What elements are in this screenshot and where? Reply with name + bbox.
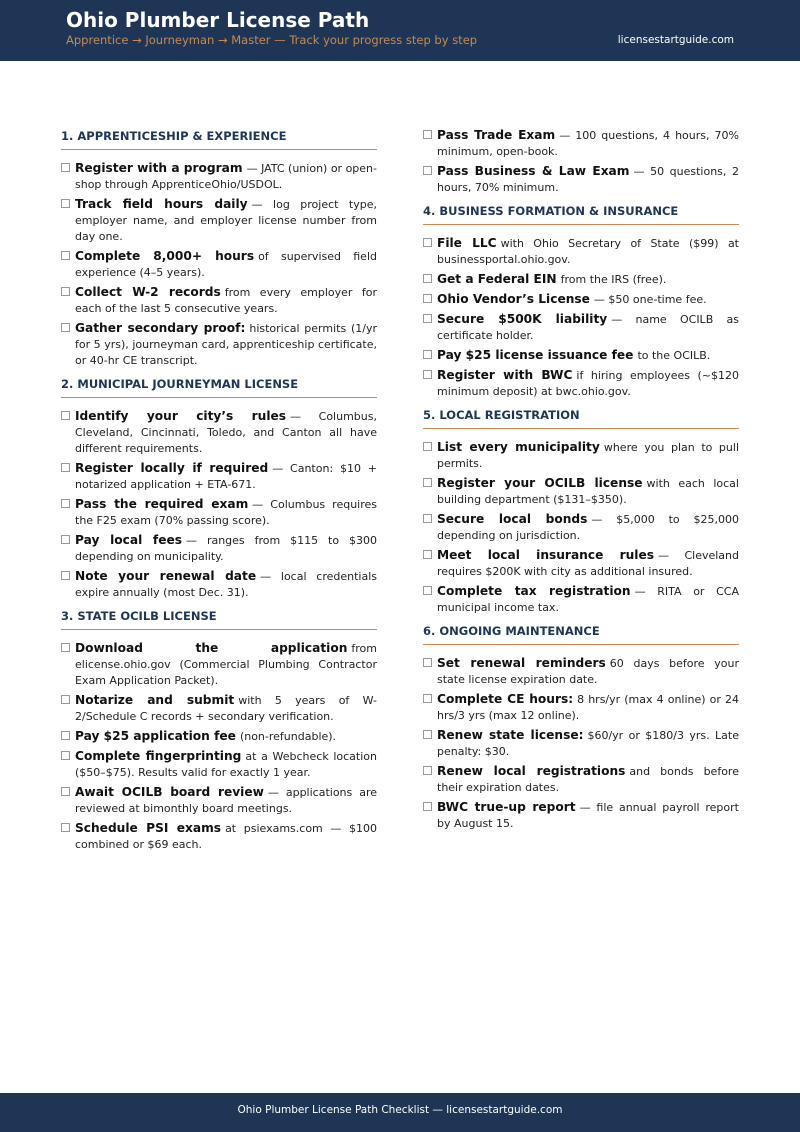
checkbox-icon[interactable] (61, 323, 70, 332)
item-label: Await OCILB board review (75, 785, 264, 799)
item-label: Pay $25 license issuance fee (437, 348, 634, 362)
checkbox-icon[interactable] (61, 499, 70, 508)
item-label: Complete tax registration (437, 584, 631, 598)
right-column (423, 127, 739, 839)
page-footer (0, 1093, 800, 1132)
item-description: — local credentials expire annually (most Dec. 31). (75, 570, 377, 599)
item-label: Ohio Vendor’s License (437, 292, 590, 306)
checkbox-icon[interactable] (61, 411, 70, 420)
item-description: — applications are reviewed at bimonthly board meetings. (75, 786, 377, 815)
page-header (0, 0, 800, 61)
item-label: Download the application (75, 641, 348, 655)
item-label: File LLC (437, 236, 497, 250)
item-label: Renew state license: (437, 728, 584, 742)
checkbox-icon[interactable] (61, 251, 70, 260)
checklist-section (61, 128, 377, 369)
item-description: if hiring employees (~$120 minimum deposit) at bwc.ohio.gov. (437, 369, 739, 398)
item-label: Pay $25 application fee (75, 729, 236, 743)
checklist-item (423, 583, 739, 616)
checkbox-icon[interactable] (423, 166, 432, 175)
item-description: — RITA or CCA municipal income tax. (437, 585, 740, 614)
checklist-item (423, 127, 739, 160)
checklist-item (61, 320, 377, 369)
item-description: 8 hrs/yr (max 4 online) or 24 hrs/3 yrs (max 12 online). (437, 693, 739, 722)
item-label: Schedule PSI exams (75, 821, 222, 835)
item-description: — file annual payroll report by August 15. (437, 801, 739, 830)
section-heading: 1. APPRENTICESHIP & EXPERIENCE (61, 128, 377, 150)
item-description: with Ohio Secretary of State ($99) at businessportal.ohio.gov. (437, 237, 739, 266)
checklist-item (61, 284, 377, 317)
item-description: — 50 questions, 2 hours, 70% minimum. (437, 165, 739, 194)
checkbox-icon[interactable] (423, 802, 432, 811)
checkbox-icon[interactable] (423, 130, 432, 139)
checklist-item (423, 727, 739, 760)
checklist-section (423, 203, 739, 400)
item-label: Secure $500K liability (437, 312, 608, 326)
checkbox-icon[interactable] (423, 730, 432, 739)
item-label: Set renewal reminders (437, 656, 606, 670)
item-label: Complete fingerprinting (75, 749, 242, 763)
checklist-item (61, 532, 377, 565)
item-description: to the OCILB. (637, 349, 711, 362)
checkbox-icon[interactable] (423, 550, 432, 559)
item-label: Meet local insurance rules (437, 548, 654, 562)
checklist-item (61, 728, 377, 745)
checkbox-icon[interactable] (61, 463, 70, 472)
item-description: — $5,000 to $25,000 depending on jurisdiction. (437, 513, 739, 542)
item-label: Complete 8,000+ hours (75, 249, 255, 263)
left-column (61, 128, 377, 860)
item-description: historical permits (1/yr for 5 yrs), journeyman card, apprenticeship certificate, or 40-hr CE transcript. (75, 322, 377, 367)
checkbox-icon[interactable] (423, 694, 432, 703)
checkbox-icon[interactable] (61, 287, 70, 296)
item-description: and bonds before their expiration dates. (437, 765, 739, 794)
item-label: Collect W-2 records (75, 285, 221, 299)
item-description: — Cleveland requires $200K with city as additional insured. (437, 549, 739, 578)
section-heading: 5. LOCAL REGISTRATION (423, 407, 739, 429)
checkbox-icon[interactable] (423, 766, 432, 775)
checkbox-icon[interactable] (423, 314, 432, 323)
checklist-item (61, 160, 377, 193)
checkbox-icon[interactable] (423, 478, 432, 487)
checklist-section (61, 608, 377, 853)
checklist-item (61, 196, 377, 245)
checklist-item (61, 640, 377, 689)
checkbox-icon[interactable] (423, 294, 432, 303)
checklist-item (61, 784, 377, 817)
item-label: Pass Trade Exam (437, 128, 556, 142)
footer-text: Ohio Plumber License Path Checklist — licensestartguide.com (237, 1104, 563, 1116)
item-description: of supervised field experience (4–5 years). (75, 250, 377, 279)
checklist-item (61, 820, 377, 853)
item-label: Register with a program (75, 161, 243, 175)
item-label: Note your renewal date (75, 569, 257, 583)
checklist-item (423, 691, 739, 724)
checkbox-icon[interactable] (61, 787, 70, 796)
page-title: Ohio Plumber License Path (66, 8, 370, 32)
checkbox-icon[interactable] (61, 535, 70, 544)
checklist-item (61, 460, 377, 493)
item-description: from elicense.ohio.gov (Commercial Plumbing Contractor Exam Application Packet). (75, 642, 377, 687)
checklist-item (423, 163, 739, 196)
checklist-item (423, 291, 739, 308)
item-label: Notarize and submit (75, 693, 235, 707)
item-description: at psiexams.com — $100 combined or $69 each. (75, 822, 377, 851)
item-description: where you plan to pull permits. (437, 441, 740, 470)
continued-items (423, 127, 739, 196)
header-site-link: licensestartguide.com (617, 34, 734, 46)
page-subtitle: Apprentice → Journeyman → Master — Track your progress step by step (66, 33, 478, 47)
checklist-section (61, 376, 377, 601)
item-description: — 100 questions, 4 hours, 70% minimum, open-book. (437, 129, 739, 158)
checklist-item (423, 367, 739, 400)
checkbox-icon[interactable] (423, 586, 432, 595)
item-description: — log project type, employer name, and employer license number from day one. (75, 198, 377, 243)
item-description: — name OCILB as certificate holder. (437, 313, 739, 342)
item-label: Pass Business & Law Exam (437, 164, 630, 178)
item-description: — Columbus requires the F25 exam (70% passing score). (75, 498, 377, 527)
item-label: List every municipality (437, 440, 600, 454)
checkbox-icon[interactable] (423, 658, 432, 667)
checkbox-icon[interactable] (423, 274, 432, 283)
item-description: — ranges from $115 to $300 depending on municipality. (75, 534, 377, 563)
item-label: Get a Federal EIN (437, 272, 557, 286)
checkbox-icon[interactable] (423, 350, 432, 359)
checklist-item (423, 511, 739, 544)
checklist-item (61, 408, 377, 457)
checkbox-icon[interactable] (61, 751, 70, 760)
item-label: Gather secondary proof: (75, 321, 246, 335)
checklist-item (61, 692, 377, 725)
checkbox-icon[interactable] (423, 238, 432, 247)
item-label: Complete CE hours: (437, 692, 574, 706)
item-description: 60 days before your state license expiration date. (437, 657, 739, 686)
checkbox-icon[interactable] (61, 643, 70, 652)
item-label: Track field hours daily (75, 197, 248, 211)
checklist-item (423, 235, 739, 268)
checklist-item (423, 271, 739, 288)
item-label: Register with BWC (437, 368, 573, 382)
checklist-item (423, 547, 739, 580)
checkbox-icon[interactable] (61, 571, 70, 580)
item-label: Register locally if required (75, 461, 269, 475)
item-description: $60/yr or $180/3 yrs. Late penalty: $30. (437, 729, 739, 758)
checklist-item (423, 799, 739, 832)
section-heading: 4. BUSINESS FORMATION & INSURANCE (423, 203, 739, 225)
item-label: Identify your city’s rules (75, 409, 287, 423)
checkbox-icon[interactable] (423, 442, 432, 451)
checkbox-icon[interactable] (61, 199, 70, 208)
section-heading: 3. STATE OCILB LICENSE (61, 608, 377, 630)
item-description: — JATC (union) or open-shop through ApprenticeOhio/USDOL. (75, 162, 377, 191)
checklist-item (423, 655, 739, 688)
item-description: with each local building department ($131–$350). (437, 477, 739, 506)
item-description: with 5 years of W-2/Schedule C records + secondary verification. (75, 694, 377, 723)
checklist-item (61, 568, 377, 601)
checklist-item (423, 311, 739, 344)
checklist-item (423, 475, 739, 508)
item-description: from the IRS (free). (560, 273, 667, 286)
item-description: — $50 one-time fee. (593, 293, 707, 306)
checkbox-icon[interactable] (61, 731, 70, 740)
item-label: Pass the required exam (75, 497, 249, 511)
checklist-item (61, 748, 377, 781)
checkbox-icon[interactable] (61, 823, 70, 832)
item-label: Register your OCILB license (437, 476, 643, 490)
checklist-item (61, 496, 377, 529)
checkbox-icon[interactable] (423, 370, 432, 379)
item-description: — Columbus, Cleveland, Cincinnati, Toledo, and Canton all have different requirements. (75, 410, 377, 455)
item-description: (non-refundable). (239, 730, 337, 743)
item-label: Pay local fees (75, 533, 183, 547)
checkbox-icon[interactable] (61, 163, 70, 172)
checklist-item (423, 439, 739, 472)
checkbox-icon[interactable] (423, 514, 432, 523)
section-heading: 2. MUNICIPAL JOURNEYMAN LICENSE (61, 376, 377, 398)
checklist-item (423, 347, 739, 364)
checklist-item (61, 248, 377, 281)
item-description: from every employer for each of the last 5 consecutive years. (75, 286, 378, 315)
item-label: BWC true-up report (437, 800, 576, 814)
item-description: at a Webcheck location ($50–$75). Results valid for exactly 1 year. (75, 750, 377, 779)
section-heading: 6. ONGOING MAINTENANCE (423, 623, 739, 645)
checkbox-icon[interactable] (61, 695, 70, 704)
checklist-section (423, 623, 739, 832)
checklist-item (423, 763, 739, 796)
item-label: Secure local bonds (437, 512, 588, 526)
item-label: Renew local registrations (437, 764, 626, 778)
checklist-section (423, 407, 739, 616)
item-description: — Canton: $10 + notarized application + ETA-671. (75, 462, 377, 491)
